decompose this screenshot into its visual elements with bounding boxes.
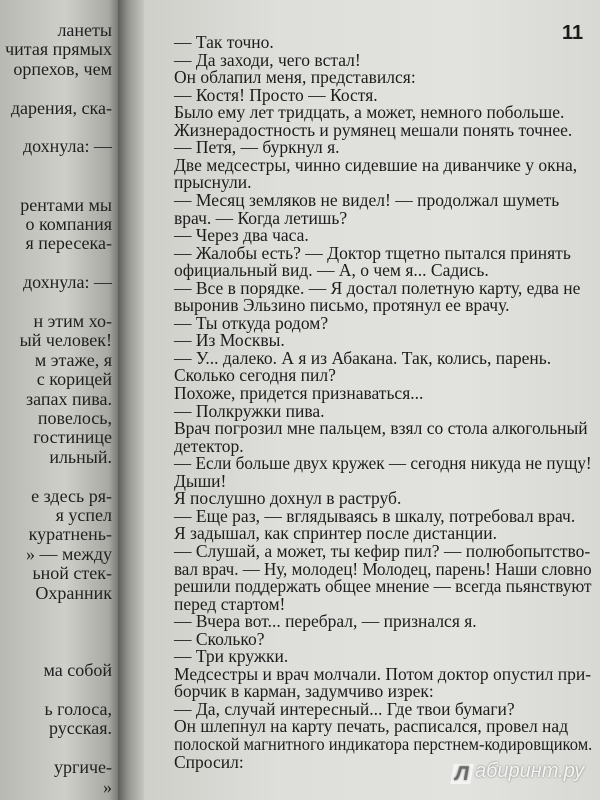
body-text-line: полоской магнитного индикатора перстнем-кодировщиком.: [174, 734, 593, 754]
body-text-line: врач. — Когда летишь?: [174, 207, 348, 228]
left-page-line: о компания: [25, 214, 112, 234]
left-page-line: читая прямых: [5, 39, 112, 60]
body-text-line: борчик в карман, задумчиво изрек:: [174, 681, 434, 702]
left-page-line: »: [103, 776, 112, 797]
body-text-line: Спросил:: [174, 751, 244, 772]
left-page-line: ый человек!: [19, 330, 112, 351]
left-page-line: ургиче-: [53, 757, 112, 778]
left-page-line: » — между: [26, 543, 112, 564]
left-page-line: я пересека-: [25, 233, 112, 254]
left-page-line: Охранник: [35, 582, 112, 603]
body-text-line: — Все в порядке. — Я достал полетную карту, едва не: [174, 277, 581, 298]
body-text-line: Было ему лет тридцать, а может, немного побольше.: [174, 102, 565, 123]
body-text-line: детектор.: [174, 435, 244, 456]
left-page-line: дохнула: —: [22, 272, 112, 293]
body-text-line: — Месяц земляков не видел! — продолжал шуметь: [174, 189, 560, 210]
left-page-line: ильный.: [49, 446, 112, 467]
labirint-logo-icon: Л: [450, 764, 474, 784]
body-text-line: — У... далеко. А я из Абакана. Так, колись, парень.: [174, 347, 552, 368]
body-text-line: — Так точно.: [174, 32, 274, 52]
left-page-line: дохнула: —: [22, 136, 112, 157]
body-text-line: Я послушно дохнул в раструб.: [174, 488, 402, 509]
body-text-line: — Три кружки.: [174, 646, 289, 667]
body-text-line: официальный вид. — А, о чем я... Садись.: [174, 260, 489, 281]
body-text-line: Похоже, придется признаваться...: [174, 383, 424, 403]
left-page: [0, 0, 118, 800]
body-text-line: — Полкружки пива.: [174, 400, 325, 421]
body-text-line: Медсестры и врач молчали. Потом доктор опустил при-: [174, 663, 592, 684]
left-page-line: м этаже, я: [34, 349, 112, 370]
body-text-line: прыснули.: [174, 172, 252, 193]
left-page-line: е здесь ря-: [31, 485, 112, 506]
left-page-line: ь голоса,: [44, 699, 112, 719]
watermark-text: абиринт.ру: [475, 760, 585, 782]
body-text-line: Жизнерадостность и румянец мешали понять точнее.: [174, 119, 573, 140]
body-text-line: Дыши!: [174, 470, 227, 491]
body-text-line: Он облапил меня, представился:: [174, 67, 416, 88]
left-page-line: ьной стек-: [32, 563, 112, 584]
left-page-line: рентами мы: [20, 194, 112, 215]
body-text-line: Я задышал, как спринтер после дистанции.: [174, 523, 497, 544]
body-text-line: — Через два часа.: [174, 225, 309, 246]
left-page-line: орпехов, чем: [13, 58, 112, 79]
body-text-line: перед стартом!: [174, 593, 286, 614]
body-text-line: — Ты откуда родом?: [174, 312, 329, 333]
labirint-watermark: [452, 760, 584, 784]
page-number: 11: [562, 22, 584, 44]
body-text-line: Две медсестры, чинно сидевшие на диванчике у окна,: [174, 154, 578, 175]
body-text-line: — Костя! Просто — Костя.: [174, 84, 378, 105]
body-text-line: — Да заходи, чего встал!: [174, 49, 361, 70]
left-page-line: куратнень-: [28, 524, 112, 545]
body-text-line: Он шлепнул на карту печать, расписался, провел над: [174, 716, 569, 737]
body-text-line: — Из Москвы.: [174, 330, 285, 351]
left-page-line: повелось,: [37, 408, 112, 428]
left-page-line: с корицей: [36, 369, 112, 390]
body-text-line: Сколько сегодня пил?: [174, 365, 336, 386]
left-page-line: я успел: [55, 505, 112, 525]
body-text-line: — Вчера вот... перебрал, — признался я.: [174, 611, 477, 632]
body-text-line: Врач погрозил мне пальцем, взял со стола алкогольный: [174, 418, 588, 439]
right-page: [144, 0, 600, 800]
left-page-line: дарения, ска-: [10, 97, 112, 118]
body-text-line: — Еще раз, — вглядываясь в шкалу, потребовал врач.: [174, 505, 576, 526]
book-gutter: [118, 0, 144, 800]
body-text-line: — Петя, — буркнул я.: [174, 137, 340, 158]
body-text-line: — Сколько?: [174, 628, 265, 649]
body-text-line: — Жалобы есть? — Доктор тщетно пытался принять: [174, 242, 571, 263]
body-text-line: решили поддержать общее мнение — всегда пьянствуют: [174, 576, 592, 597]
left-page-line: гостинице: [33, 427, 112, 448]
left-page-line: запах пива.: [25, 388, 112, 409]
body-text-line: — Если больше двух кружек — сегодня никуда не пущу!: [174, 453, 592, 474]
body-text-line: вал врач. — Ну, молодец! Молодец, парень! Наши словно: [174, 558, 592, 579]
left-page-line: н этим хо-: [33, 311, 112, 331]
left-page-line: ма собой: [43, 660, 112, 681]
body-text-line: — Слушай, а может, ты кефир пил? — полюбопытство-: [174, 540, 591, 561]
body-text-line: выронив Эльзино письмо, протянул ее врачу.: [174, 295, 510, 316]
left-page-line: русская.: [49, 718, 112, 739]
left-page-line: ланеты: [57, 20, 112, 40]
body-text-line: — Да, случай интересный... Где твои бумаги?: [174, 698, 515, 719]
